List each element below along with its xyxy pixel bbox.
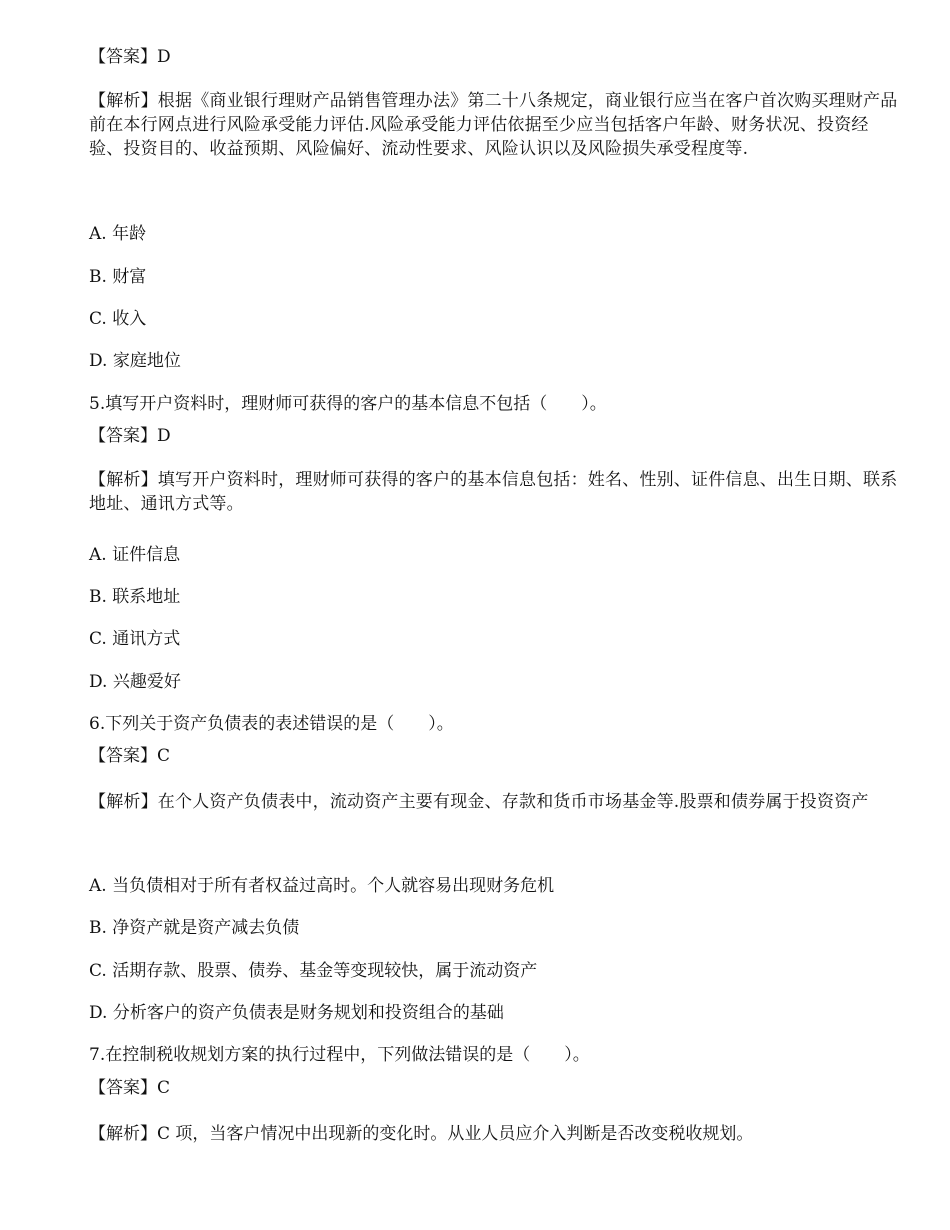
option-d: D. 分析客户的资产负债表是财务规划和投资组合的基础 xyxy=(89,1003,504,1023)
answer-label: 【答案】D xyxy=(89,426,171,446)
answer-label: 【答案】C xyxy=(89,1078,171,1098)
option-a: A. 当负债相对于所有者权益过高时。个人就容易出现财务危机 xyxy=(89,876,555,896)
option-c: C. 活期存款、股票、债券、基金等变现较快，属于流动资产 xyxy=(89,961,538,981)
option-c: C. 收入 xyxy=(89,309,147,329)
analysis-paragraph: 【解析】根据《商业银行理财产品销售管理办法》第二十八条规定，商业银行应当在客户首次购买理财产品前在本行网点进行风险承受能力评估.风险承受能力评估依据至少应当包括客户年龄、财务状况、投资经验、投资目的、收益预期、风险偏好、流动性要求、风险认识以及风险损失承受程度等. xyxy=(89,91,898,159)
question-text: 6.下列关于资产负债表的表述错误的是（ ）。 xyxy=(89,714,454,734)
analysis-paragraph: 【解析】在个人资产负债表中，流动资产主要有现金、存款和货币市场基金等.股票和债券属于投资资产 xyxy=(89,792,869,812)
question-text: 7.在控制税收规划方案的执行过程中，下列做法错误的是（ ）。 xyxy=(89,1045,590,1065)
option-b: B. 财富 xyxy=(89,267,147,287)
option-b: B. 净资产就是资产减去负债 xyxy=(89,918,300,938)
answer-label: 【答案】D xyxy=(89,47,171,67)
question-text: 5.填写开户资料时，理财师可获得的客户的基本信息不包括（ ）。 xyxy=(89,394,607,414)
option-a: A. 证件信息 xyxy=(89,545,181,565)
option-d: D. 家庭地位 xyxy=(89,351,181,371)
analysis-paragraph: 【解析】填写开户资料时，理财师可获得的客户的基本信息包括：姓名、性别、证件信息、出生日期、联系地址、通讯方式等。 xyxy=(89,470,898,514)
option-a: A. 年龄 xyxy=(89,224,147,244)
option-c: C. 通讯方式 xyxy=(89,629,181,649)
option-d: D. 兴趣爱好 xyxy=(89,672,181,692)
answer-label: 【答案】C xyxy=(89,746,171,766)
option-b: B. 联系地址 xyxy=(89,587,181,607)
analysis-paragraph: 【解析】C 项，当客户情况中出现新的变化时。从业人员应介入判断是否改变税收规划。 xyxy=(89,1124,754,1144)
